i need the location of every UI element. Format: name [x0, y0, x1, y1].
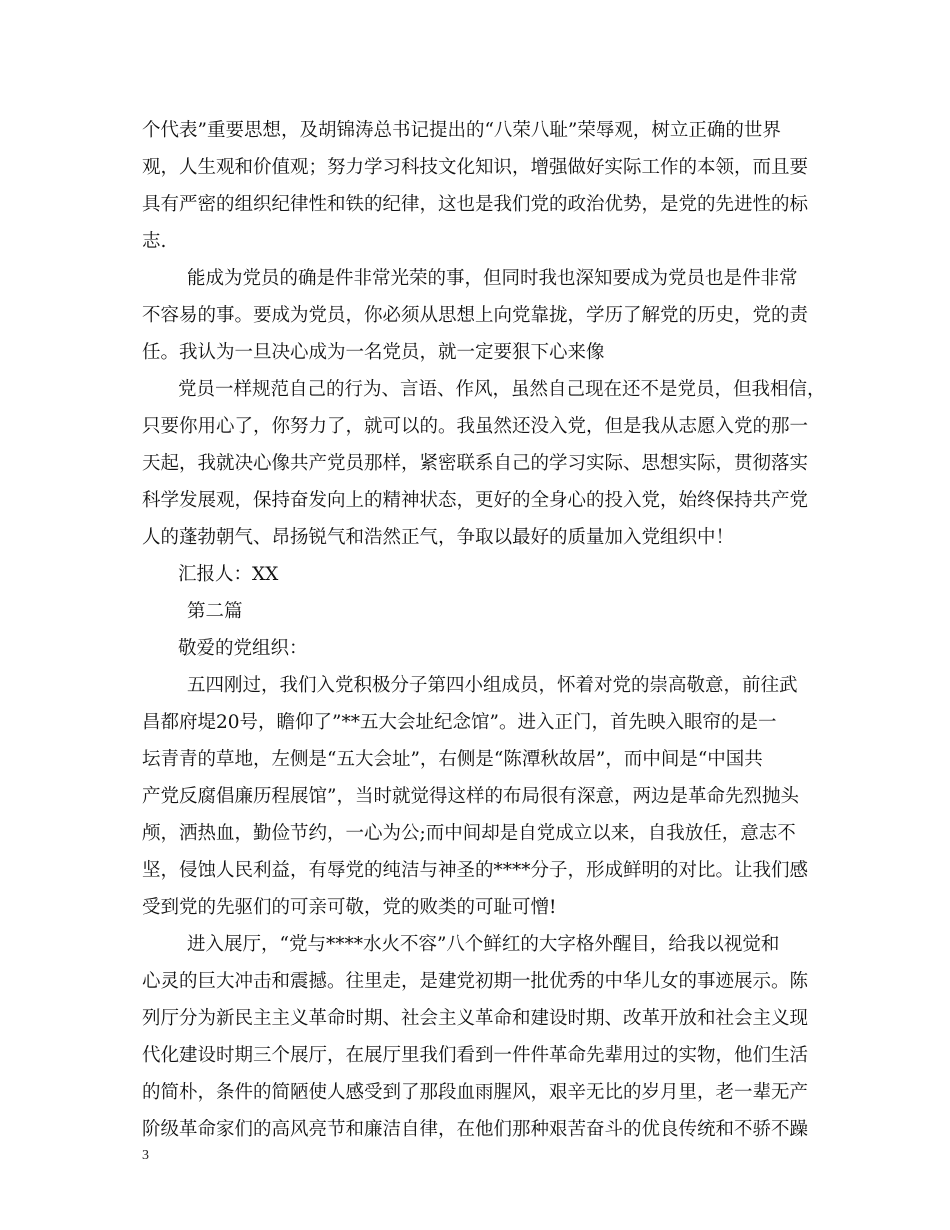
text-line: 昌都府堤20号，瞻仰了”**五大会址纪念馆”。进入正门，首先映入眼帘的是一 — [142, 712, 777, 733]
text-line: 的简朴，条件的简陋使人感受到了那段血雨腥风，艰辛无比的岁月里，老一辈无产 — [142, 1082, 809, 1103]
text-line: 心灵的巨大冲击和震撼。往里走，是建党初期一批优秀的中华儿女的事迹展示。陈 — [142, 971, 809, 992]
reporter-line: 汇报人：XX — [178, 564, 279, 585]
text-line: 科学发展观，保持奋发向上的精神状态，更好的全身心的投入党，始终保持共产党 — [142, 490, 809, 511]
text-line: 人的蓬勃朝气、昂扬锐气和浩然正气，争取以最好的质量加入党组织中！ — [142, 527, 735, 548]
text-line: 代化建设时期三个展厅，在展厅里我们看到一件件革命先辈用过的实物，他们生活 — [142, 1045, 809, 1066]
text-line: 只要你用心了，你努力了，就可以的。我虽然还没入党，但是我从志愿入党的那一 — [142, 416, 809, 437]
text-line: 坛青青的草地，左侧是“五大会址”，右侧是“陈潭秋故居”，而中间是“中国共 — [142, 749, 763, 770]
text-line: 受到党的先驱们的可亲可敬，党的败类的可耻可憎! — [142, 897, 557, 918]
text-line: 个代表”重要思想，及胡锦涛总书记提出的“八荣八耻”荣辱观，树立正确的世界 — [142, 120, 781, 141]
text-line: 进入展厅，“党与****水火不容”八个鲜红的大字格外醒目，给我以视觉和 — [187, 934, 780, 955]
text-line: 不容易的事。要成为党员，你必须从思想上向党靠拢，学历了解党的历史，党的责 — [142, 305, 809, 326]
text-line: 天起，我就决心像共产党员那样，紧密联系自己的学习实际、思想实际，贯彻落实 — [142, 453, 809, 474]
text-line: 志. — [142, 231, 167, 252]
page-number: 3 — [142, 1148, 149, 1163]
salutation: 敬爱的党组织： — [178, 638, 308, 659]
text-line: 坚，侵蚀人民利益，有辱党的纯洁与神圣的****分子，形成鲜明的对比。让我们感 — [142, 860, 809, 881]
text-line: 颅，洒热血，勤俭节约，一心为公;而中间却是自党成立以来，自我放任，意志不 — [142, 823, 796, 844]
text-line: 阶级革命家们的高风亮节和廉洁自律，在他们那种艰苦奋斗的优良传统和不骄不躁 — [142, 1119, 809, 1140]
text-line: 具有严密的组织纪律性和铁的纪律，这也是我们党的政治优势，是党的先进性的标 — [142, 194, 809, 215]
text-line: 能成为党员的确是件非常光荣的事，但同时我也深知要成为党员也是件非常 — [187, 268, 798, 289]
section-heading: 第二篇 — [187, 601, 243, 622]
text-line: 列厅分为新民主主义革命时期、社会主义革命和建设时期、改革开放和社会主义现 — [142, 1008, 809, 1029]
text-line: 党员一样规范自己的行为、言语、作风，虽然自己现在还不是党员，但我相信， — [178, 379, 826, 400]
text-line: 观，人生观和价值观；努力学习科技文化知识，增强做好实际工作的本领，而且要 — [142, 157, 809, 178]
text-line: 五四刚过，我们入党积极分子第四小组成员，怀着对党的崇高敬意，前往武 — [187, 675, 798, 696]
text-line: 任。我认为一旦决心成为一名党员，就一定要狠下心来像 — [142, 342, 605, 363]
text-line: 产党反腐倡廉历程展馆”，当时就觉得这样的布局很有深意，两边是革命先烈抛头 — [142, 786, 799, 807]
